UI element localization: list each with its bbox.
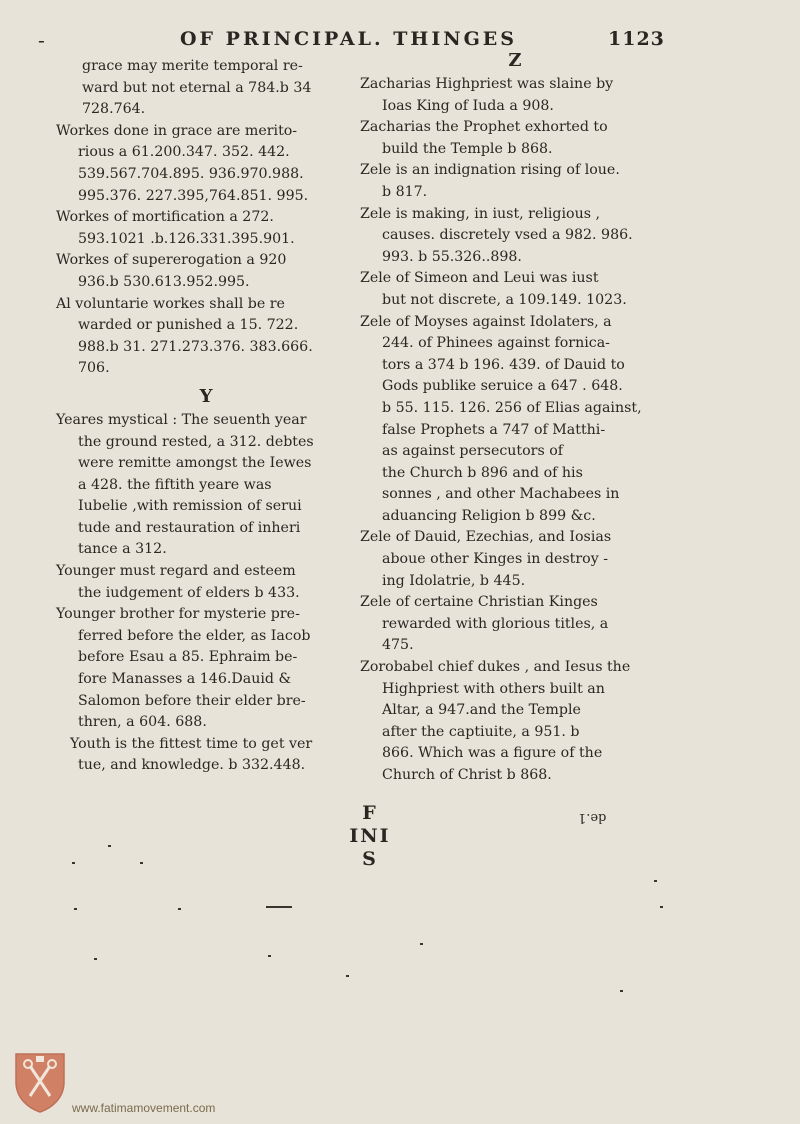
index-entry <box>56 56 356 121</box>
entry-line: ferred before the elder, as Iacob <box>78 627 311 644</box>
entry-line: Zele of Moyses against Idolaters, a <box>360 313 612 330</box>
entry-line: after the captiuite, a 951. b <box>382 723 580 740</box>
entry-line: grace may merite temporal re- <box>82 58 303 74</box>
index-entry <box>56 410 356 561</box>
entry-line: Zacharias the Prophet exhorted to <box>360 119 608 136</box>
index-entry <box>360 592 670 657</box>
footer-url: www.fatimamovement.com <box>72 1101 216 1115</box>
finis-line-1: F <box>362 802 378 824</box>
entry-line: 993. b 55.326..898. <box>382 248 522 265</box>
entry-line: 593.1021 .b.126.331.395.901. <box>78 230 295 247</box>
entry-line: 936.b 530.613.952.995. <box>78 273 250 290</box>
entry-line: the Church b 896 and of his <box>382 464 583 481</box>
finis-line-2: INI <box>349 825 391 847</box>
index-entry <box>56 561 356 604</box>
finis-mark <box>300 802 440 871</box>
ink-speck <box>654 880 657 882</box>
page-number: 1123 <box>608 28 665 50</box>
ink-speck <box>268 955 271 957</box>
index-entry <box>360 204 670 269</box>
entry-line: Church of Christ b 868. <box>382 767 552 783</box>
index-entry <box>360 160 670 203</box>
entry-line: Iubelie ,with remission of serui <box>78 498 302 515</box>
ink-speck <box>140 862 143 864</box>
entry-line: Highpriest with others built an <box>382 680 605 697</box>
entry-line: 475. <box>382 637 414 654</box>
header-title: OF PRINCIPAL. THINGES <box>180 28 518 50</box>
index-entry <box>360 117 670 160</box>
entry-line: 244. of Phinees against fornica- <box>382 335 610 352</box>
entry-line: 995.376. 227.395,764.851. 995. <box>78 187 309 204</box>
entry-line: ing Idolatrie, b 445. <box>382 572 526 589</box>
section-letter-y: Y <box>199 385 213 407</box>
entry-line: Yeares mystical : The seuenth year <box>56 411 307 428</box>
entry-line: Younger brother for mysterie pre- <box>56 606 300 623</box>
entry-line: tude and restauration of inheri <box>78 519 301 536</box>
entry-line: but not discrete, a 109.149. 1023. <box>382 291 627 308</box>
index-entry <box>360 527 670 592</box>
entry-line: Zele of certaine Christian Kinges <box>360 594 598 611</box>
entry-line: 866. Which was a figure of the <box>382 745 603 762</box>
entry-line: tance a 312. <box>78 541 167 558</box>
index-entry <box>56 604 356 734</box>
ink-speck <box>94 958 97 960</box>
entry-line: Workes done in grace are merito- <box>56 122 298 139</box>
entry-line: Gods publike seruice a 647 . 648. <box>382 378 623 395</box>
entry-line: Zele is an indignation rising of loue. <box>360 162 620 179</box>
inverted-mark: de.1 <box>578 810 607 825</box>
entry-line: aduancing Religion b 899 &c. <box>382 507 596 524</box>
entry-line: Al voluntarie workes shall be re <box>56 295 285 312</box>
ink-dash <box>266 906 292 908</box>
ink-speck <box>74 908 77 910</box>
left-column <box>56 56 356 777</box>
index-entry <box>56 121 356 229</box>
index-entry <box>360 268 670 311</box>
index-entry <box>360 74 670 117</box>
index-entry <box>360 312 670 528</box>
entry-line: the ground rested, a 312. debtes <box>78 433 314 450</box>
entry-line: Workes of supererogation a 920 <box>56 252 287 269</box>
entry-line: thren, a 604. 688. <box>78 714 207 731</box>
ink-speck <box>178 908 181 910</box>
entry-line: Salomon before their elder bre- <box>78 692 306 709</box>
entry-line: as against persecutors of <box>382 443 564 460</box>
keys-emblem-icon <box>12 1052 68 1114</box>
header-dash: - <box>38 28 45 52</box>
entry-line: a 428. the fiftith yeare was <box>78 476 272 493</box>
index-entry <box>56 229 356 251</box>
entry-line: Zele of Simeon and Leui was iust <box>360 270 599 287</box>
index-entry <box>56 294 356 380</box>
entry-line: tors a 374 b 196. 439. of Dauid to <box>382 356 625 373</box>
entry-line: rious a 61.200.347. 352. 442. <box>78 144 290 161</box>
entry-line: Zacharias Highpriest was slaine by <box>360 76 614 92</box>
entry-line: aboue other Kinges in destroy - <box>382 551 609 568</box>
entry-line: build the Temple b 868. <box>382 140 553 157</box>
entry-line: rewarded with glorious titles, a <box>382 615 609 632</box>
ink-speck <box>420 943 423 945</box>
entry-line: warded or punished a 15. 722. <box>78 317 299 334</box>
entry-line: ward but not eternal a 784.b 34 <box>82 79 312 96</box>
entry-line: Zorobabel chief dukes , and Iesus the <box>360 659 631 676</box>
entry-line: Zele of Dauid, Ezechias, and Iosias <box>360 529 612 546</box>
entry-line: 706. <box>78 360 110 377</box>
right-column <box>360 50 670 787</box>
entry-line: Workes of mortification a 272. <box>56 209 274 226</box>
entry-line: before Esau a 85. Ephraim be- <box>78 649 298 666</box>
section-letter-z: Z <box>508 50 522 71</box>
index-entry <box>56 250 356 293</box>
entry-line: b 55. 115. 126. 256 of Elias against, <box>382 399 642 416</box>
entry-line: Younger must regard and esteem <box>56 563 296 580</box>
entry-line: Ioas King of Iuda a 908. <box>382 97 554 114</box>
entry-line: were remitte amongst the Iewes <box>78 455 312 472</box>
entry-line: Zele is making, in iust, religious , <box>360 205 601 222</box>
entry-line: the iudgement of elders b 433. <box>78 584 300 601</box>
ink-speck <box>620 990 623 992</box>
index-entry <box>56 734 356 777</box>
entry-line: sonnes , and other Machabees in <box>382 486 620 503</box>
entry-line: fore Manasses a 146.Dauid & <box>78 671 292 688</box>
entry-line: b 817. <box>382 183 428 200</box>
entry-line: 988.b 31. 271.273.376. 383.666. <box>78 338 313 355</box>
entry-line: tue, and knowledge. b 332.448. <box>78 757 306 774</box>
ink-speck <box>72 862 75 864</box>
ink-speck <box>660 906 663 908</box>
finis-line-3: S <box>362 848 378 870</box>
ink-speck <box>346 975 349 977</box>
entry-line: Youth is the fittest time to get ver <box>70 735 313 752</box>
index-entry <box>360 657 670 787</box>
entry-line: 539.567.704.895. 936.970.988. <box>78 165 304 182</box>
entry-line: false Prophets a 747 of Matthi- <box>382 421 606 438</box>
entry-line: 728.764. <box>82 101 146 118</box>
entry-line: causes. discretely vsed a 982. 986. <box>382 227 633 244</box>
ink-speck <box>108 845 111 847</box>
entry-line: Altar, a 947.and the Temple <box>382 702 581 719</box>
